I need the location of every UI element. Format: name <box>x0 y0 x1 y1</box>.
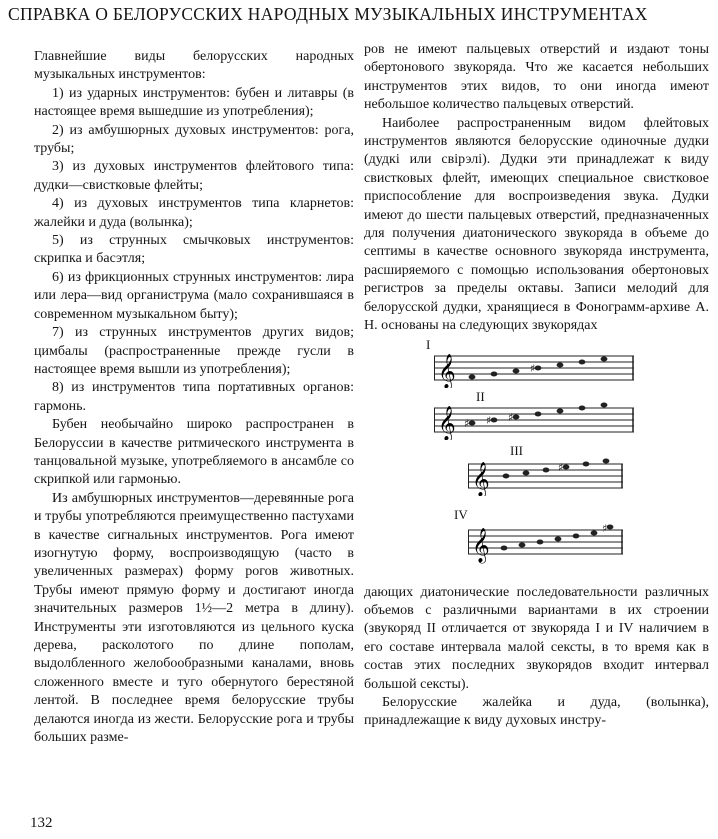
svg-text:♯: ♯ <box>486 413 492 427</box>
scale-staff-i <box>434 348 639 388</box>
paragraph: 7) из струнных инструментов других видов; цимбалы (распространенные прежде гусли в настоящее время вышли из употребления); <box>34 325 354 377</box>
scale-label: I <box>426 336 431 352</box>
page-number: 132 <box>30 815 53 831</box>
scale-staff-iv <box>468 518 628 566</box>
svg-text:♯: ♯ <box>464 416 470 430</box>
scale-label: III <box>510 442 523 458</box>
scale-label: II <box>476 388 485 404</box>
paragraph: Белорусские жалейка и дуда, (волынка), принадлежащие к виду духовых инстру- <box>364 694 709 729</box>
svg-text:♯: ♯ <box>530 361 536 375</box>
treble-clef-icon: 𝄞 <box>438 353 456 388</box>
treble-clef-icon: 𝄞 <box>438 405 456 440</box>
paragraph: Бубен необычайно широко распространен в Белоруссии в качестве ритмического инструмента в танцовальной музыке, употребляемого в ансамбле со скрипкой или гармонью. <box>34 417 354 488</box>
paragraph: 6) из фрикционных струнных инструментов: лира или лера—вид органиструма (мало сохранившаяся в современном музыкальном быту); <box>34 269 354 322</box>
paragraph: 8) из инструментов типа портативных органов: гармонь. <box>34 380 354 414</box>
paragraph: 4) из духовых инструментов типа кларнетов: жалейки и дуда (волынка); <box>34 196 354 230</box>
treble-clef-icon: 𝄞 <box>472 527 490 563</box>
paragraph: Главнейшие виды белорусских народных музыкальных инструментов: <box>34 49 354 83</box>
svg-text:♯: ♯ <box>508 410 514 424</box>
svg-text:♯: ♯ <box>558 460 564 474</box>
scale-staff-ii <box>434 400 639 440</box>
music-scales <box>364 336 709 584</box>
left-column <box>34 48 354 747</box>
right-column <box>364 41 709 731</box>
paragraph: Из амбушюрных инструментов—деревянные рога и трубы употребляются преимущественно пастухами в качестве сигнальных инструментов. Рога имеют изогнутую форму, воспроизводящую (часто в увеличенных размерах) форму рогов животных. Трубы имеют прямую форму и достигают иногда значительных размеров 1½—2 метра в длину). Инструменты эти изготовляются из цельного куска дерева, расколотого по длине пополам, выдолбленного желобообразными каналами, вновь сложенного вместе и туго обернутого берестяной лентой. В последнее время белорусские трубы делаются иногда из жести. Белорусские рога и трубы больших разме- <box>34 490 354 746</box>
paragraph: 3) из духовых инструментов флейтового типа: дудки—свистковые флейты; <box>34 159 354 193</box>
page-title: СПРАВКА О БЕЛОРУССКИХ НАРОДНЫХ МУЗЫКАЛЬНЫХ ИНСТРУМЕНТАХ <box>8 4 648 24</box>
paragraph: 2) из амбушюрных духовых инструментов: рога, трубы; <box>34 122 354 157</box>
treble-clef-icon: 𝄞 <box>472 461 490 496</box>
scale-staff-iii <box>468 456 628 496</box>
paragraph: Наиболее распространенным видом флейтовых инструментов являются белорусские одиночные дудки (дудкі или свірэлі). Дудки эти принадлежат к виду свистковых флейт, имеющих специальное свистковое приспособление для воспроизведения звука. Дудки имеют до шести пальцевых отверстий, предназначенных для получения диатонического звукоряда в объеме до септимы в качестве основного звукоряда инструмента, расширяемого с помощью использования обертоновых регистров за пределы октавы. Записи мелодий для белорусской дудки, хранящиеся в Фонограмм-архиве А. Н. основаны на следующих звукорядах <box>364 115 709 334</box>
svg-text:♯: ♯ <box>602 521 608 535</box>
paragraph: дающих диатонические последовательности различных объемов с различными вариантами в их строении (звукоряд II отличается от звукоряда I и IV наличием в его составе интервала малой сексты, в то время как в состав этих последних звукорядов входит интервал большой сексты). <box>364 584 709 692</box>
paragraph: ров не имеют пальцевых отверстий и издают тоны обертонового звукоряда. Что же касается небольших инструментов этих видов, то они иногда имеют небольшое количество пальцевых отверстий. <box>364 42 709 113</box>
scale-label: IV <box>454 506 468 522</box>
paragraph: 5) из струнных смычковых инструментов: скрипка и басэтля; <box>34 233 354 267</box>
paragraph: 1) из ударных инструментов: бубен и литавры (в настоящее время вышедшие из употребления); <box>34 85 354 120</box>
